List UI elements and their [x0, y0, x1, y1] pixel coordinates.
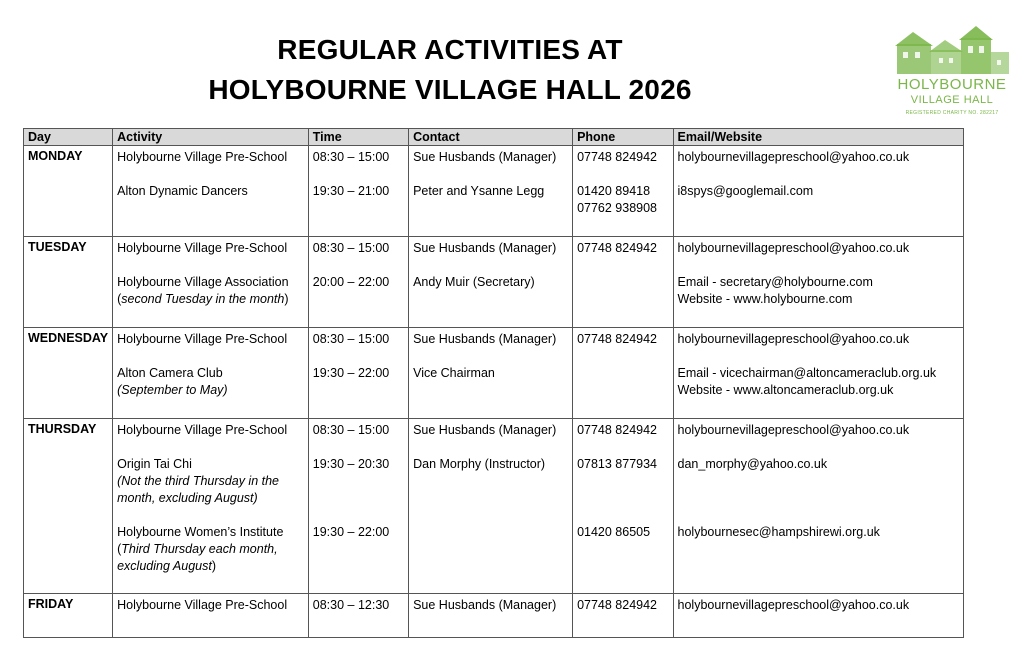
activity-name: Holybourne Village Pre-School	[117, 332, 288, 346]
title-line-2: HOLYBOURNE VILLAGE HALL 2026	[208, 74, 692, 105]
day-cell: TUESDAY	[24, 237, 113, 328]
activity-cell	[113, 237, 309, 328]
time-cell	[308, 594, 408, 638]
website-link[interactable]: Website - www.holybourne.com	[677, 292, 853, 306]
activity-cell	[113, 328, 309, 419]
activity-name: Alton Camera Club	[117, 366, 223, 380]
email-link[interactable]: dan_morphy@yahoo.co.uk	[677, 457, 828, 471]
activities-table	[23, 128, 964, 638]
activity-note-close: )	[211, 559, 217, 573]
contact-value: Sue Husbands (Manager)	[413, 332, 557, 346]
phone-value: 07762 938908	[577, 201, 658, 215]
email-link[interactable]: i8spys@googlemail.com	[677, 184, 814, 198]
time-value: 20:00 – 22:00	[312, 275, 390, 289]
phone-value: 07748 824942	[577, 332, 658, 346]
activity-name: Holybourne Village Pre-School	[117, 241, 288, 255]
phone-value: 07813 877934	[577, 457, 658, 471]
time-value: 19:30 – 20:30	[312, 457, 390, 471]
time-value: 19:30 – 21:00	[312, 184, 390, 198]
table-row	[24, 594, 964, 638]
activity-note-close: )	[284, 292, 289, 306]
contact-value: Sue Husbands (Manager)	[413, 423, 557, 437]
table-row	[24, 328, 964, 419]
time-cell	[308, 419, 408, 594]
time-cell	[308, 237, 408, 328]
time-value: 08:30 – 15:00	[312, 241, 390, 255]
phone-cell	[573, 146, 673, 237]
phone-cell	[573, 328, 673, 419]
time-value: 19:30 – 22:00	[312, 525, 390, 539]
day-cell: WEDNESDAY	[24, 328, 113, 419]
activity-note: (Not the third Thursday in the month, excluding August)	[117, 474, 279, 505]
table-row	[24, 237, 964, 328]
email-link[interactable]: Email - vicechairman@altoncameraclub.org.uk	[677, 366, 937, 380]
village-hall-logo	[893, 22, 1013, 122]
activity-name: Holybourne Village Pre-School	[117, 423, 288, 437]
contact-cell	[409, 419, 573, 594]
table-header-row	[24, 129, 964, 146]
header-contact: Contact	[409, 129, 573, 146]
time-value: 19:30 – 22:00	[312, 366, 390, 380]
page-title	[150, 30, 750, 110]
phone-value: 01420 89418	[577, 184, 651, 198]
contact-value: Vice Chairman	[413, 366, 495, 380]
contact-cell	[409, 594, 573, 638]
contact-cell	[409, 237, 573, 328]
email-link[interactable]: holybournevillagepreschool@yahoo.co.uk	[677, 332, 910, 346]
table-row	[24, 419, 964, 594]
phone-value: 07748 824942	[577, 598, 658, 612]
email-link[interactable]: Email - secretary@holybourne.com	[677, 275, 873, 289]
activity-name: Holybourne Women’s Institute	[117, 525, 284, 539]
email-cell	[673, 419, 963, 594]
contact-value: Sue Husbands (Manager)	[413, 598, 557, 612]
activity-name: Alton Dynamic Dancers	[117, 184, 248, 198]
title-line-1: REGULAR ACTIVITIES AT	[277, 34, 623, 65]
activity-cell	[113, 419, 309, 594]
phone-cell	[573, 237, 673, 328]
logo-name: HOLYBOURNE	[897, 76, 1007, 93]
activity-note: Third Thursday each month, excluding August	[117, 542, 278, 573]
day-cell: FRIDAY	[24, 594, 113, 638]
time-value: 08:30 – 12:30	[312, 598, 390, 612]
phone-value: 07748 824942	[577, 423, 658, 437]
contact-value: Sue Husbands (Manager)	[413, 241, 557, 255]
day-cell: MONDAY	[24, 146, 113, 237]
email-link[interactable]: holybournevillagepreschool@yahoo.co.uk	[677, 598, 910, 612]
contact-value: Peter and Ysanne Legg	[413, 184, 545, 198]
activity-note-open: (	[117, 542, 122, 556]
day-cell: THURSDAY	[24, 419, 113, 594]
time-value: 08:30 – 15:00	[312, 150, 390, 164]
header-phone: Phone	[573, 129, 673, 146]
activity-cell	[113, 594, 309, 638]
logo-registration: REGISTERED CHARITY NO. 282217	[905, 110, 999, 116]
contact-cell	[409, 146, 573, 237]
time-value: 08:30 – 15:00	[312, 423, 390, 437]
activity-name: Holybourne Village Association	[117, 275, 289, 289]
logo-subtitle: VILLAGE HALL	[910, 94, 994, 106]
table-row	[24, 146, 964, 237]
header-time: Time	[308, 129, 408, 146]
phone-cell	[573, 594, 673, 638]
email-link[interactable]: holybournesec@hampshirewi.org.uk	[677, 525, 880, 539]
contact-value: Sue Husbands (Manager)	[413, 150, 557, 164]
header-activity: Activity	[113, 129, 309, 146]
activity-note-open: (	[117, 292, 122, 306]
activity-name: Holybourne Village Pre-School	[117, 150, 288, 164]
activity-note: (September to May)	[117, 383, 228, 397]
phone-value: 07748 824942	[577, 241, 658, 255]
header-day: Day	[24, 129, 113, 146]
time-value: 08:30 – 15:00	[312, 332, 390, 346]
phone-value: 07748 824942	[577, 150, 658, 164]
header-email: Email/Website	[673, 129, 963, 146]
email-link[interactable]: holybournevillagepreschool@yahoo.co.uk	[677, 241, 910, 255]
phone-cell	[573, 419, 673, 594]
email-cell	[673, 594, 963, 638]
email-cell	[673, 328, 963, 419]
email-cell	[673, 146, 963, 237]
time-cell	[308, 328, 408, 419]
email-link[interactable]: holybournevillagepreschool@yahoo.co.uk	[677, 423, 910, 437]
activity-note: second Tuesday in the month	[121, 292, 285, 306]
contact-value: Andy Muir (Secretary)	[413, 275, 535, 289]
time-cell	[308, 146, 408, 237]
website-link[interactable]: Website - www.altoncameraclub.org.uk	[677, 383, 894, 397]
activity-name: Holybourne Village Pre-School	[117, 598, 288, 612]
email-cell	[673, 237, 963, 328]
contact-cell	[409, 328, 573, 419]
email-link[interactable]: holybournevillagepreschool@yahoo.co.uk	[677, 150, 910, 164]
activity-cell	[113, 146, 309, 237]
phone-value: 01420 86505	[577, 525, 651, 539]
activity-name: Origin Tai Chi	[117, 457, 192, 471]
contact-value: Dan Morphy (Instructor)	[413, 457, 546, 471]
hall-building-icon	[893, 22, 1013, 78]
